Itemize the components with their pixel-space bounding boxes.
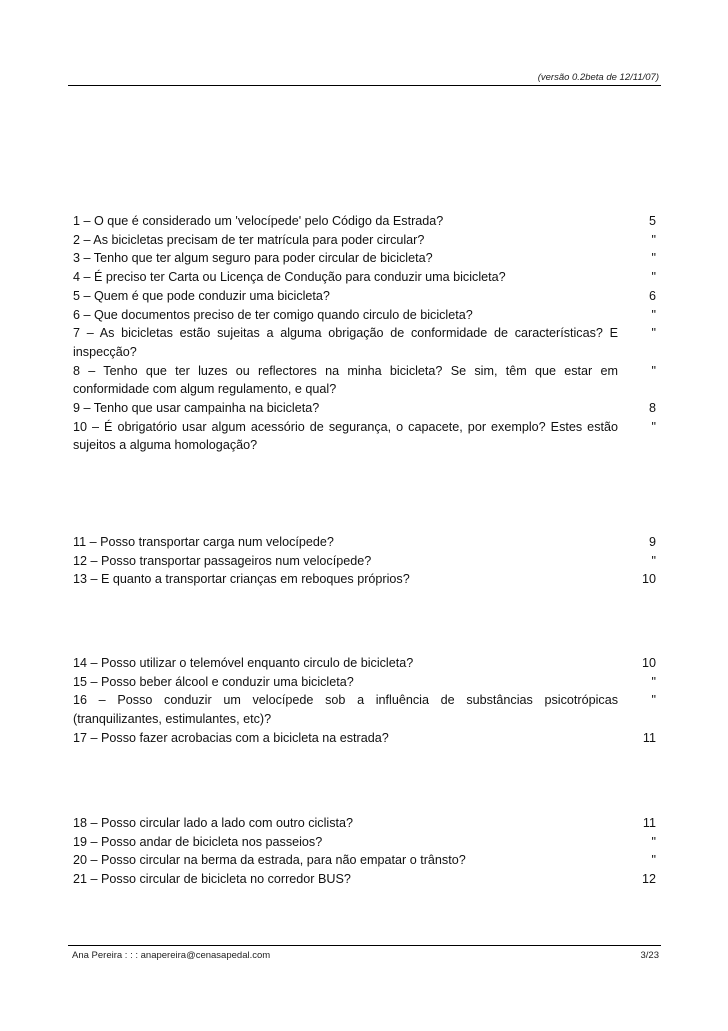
question-text: 13 – E quanto a transportar crianças em reboques próprios? (73, 572, 410, 587)
page-ref: " (651, 853, 656, 868)
page-ref: 5 (648, 214, 656, 228)
list-item (73, 570, 656, 589)
question-text: 11 – Posso transportar carga num velocípede? (73, 535, 334, 549)
question-text: 5 – Quem é que pode conduzir uma bicicleta? (73, 288, 330, 303)
question-text: 1 – O que é considerado um 'velocípede' pelo Código da Estrada? (73, 214, 444, 228)
question-text: 14 – Posso utilizar o telemóvel enquanto circulo de bicicleta? (73, 656, 414, 670)
list-item (73, 814, 656, 833)
page-header (68, 72, 661, 86)
page-ref: 10 (641, 572, 656, 587)
page-ref: " (651, 834, 656, 849)
page-ref: 9 (648, 535, 656, 549)
list-item (73, 851, 656, 870)
question-text: 8 – Tenho que ter luzes ou reflectores na minha bicicleta? Se sim, têm que estar em conformidade com algum regulamento, e qual? (73, 363, 618, 397)
page-ref: 6 (648, 288, 656, 303)
list-item (73, 870, 656, 889)
page-ref: " (651, 307, 656, 322)
list-item (73, 268, 656, 287)
version-label: (versão 0.2beta de 12/11/07) (537, 72, 659, 83)
page-ref: 8 (648, 401, 656, 416)
list-item (73, 418, 656, 455)
question-text: 7 – As bicicletas estão sujeitas a alguma obrigação de conformidade de características? E inspecção? (73, 326, 618, 359)
page-ref: 12 (641, 872, 656, 887)
question-text: 21 – Posso circular de bicicleta no corredor BUS? (73, 872, 351, 887)
question-group-2 (73, 533, 656, 589)
list-item (73, 324, 656, 361)
page-ref: " (651, 270, 656, 285)
list-item (73, 249, 656, 268)
list-item (73, 673, 656, 692)
page-ref: " (651, 419, 656, 434)
question-text: 19 – Posso andar de bicicleta nos passeios? (73, 834, 323, 849)
list-item (73, 287, 656, 306)
question-text: 17 – Posso fazer acrobacias com a bicicleta na estrada? (73, 730, 389, 745)
page-footer (68, 945, 661, 961)
page-ref: " (651, 693, 656, 708)
page-ref: 10 (641, 656, 656, 670)
question-group-1 (73, 212, 656, 455)
author-contact: Ana Pereira : : : anapereira@cenasapedal.com (72, 950, 271, 961)
question-text: 18 – Posso circular lado a lado com outro ciclista? (73, 816, 354, 830)
question-group-3 (73, 654, 656, 748)
list-item (73, 729, 656, 748)
question-text: 15 – Posso beber álcool e conduzir uma bicicleta? (73, 674, 354, 689)
page-ref: " (651, 232, 656, 247)
page-ref: " (651, 251, 656, 266)
question-text: 20 – Posso circular na berma da estrada, para não empatar o trânsto? (73, 853, 466, 868)
list-item (73, 362, 656, 399)
question-text: 16 – Posso conduzir um velocípede sob a influência de substâncias psicotrópicas (tranquilizantes, estimulantes, etc)? (73, 693, 618, 727)
question-group-4 (73, 814, 656, 889)
question-text: 12 – Posso transportar passageiros num velocípede? (73, 553, 372, 568)
list-item (73, 212, 656, 231)
question-text: 2 – As bicicletas precisam de ter matrícula para poder circular? (73, 232, 425, 247)
list-item (73, 533, 656, 552)
list-item (73, 306, 656, 325)
page-ref: " (651, 363, 656, 378)
page-ref: " (651, 553, 656, 568)
page-ref: " (651, 326, 656, 341)
question-text: 4 – É preciso ter Carta ou Licença de Condução para conduzir uma bicicleta? (73, 270, 506, 285)
page-ref: 11 (642, 816, 656, 830)
question-text: 6 – Que documentos preciso de ter comigo quando circulo de bicicleta? (73, 307, 473, 322)
question-text: 9 – Tenho que usar campainha na bicicleta? (73, 401, 320, 416)
list-item (73, 833, 656, 852)
list-item (73, 399, 656, 418)
list-item (73, 654, 656, 673)
page-ref: " (651, 674, 656, 689)
list-item (73, 231, 656, 250)
page-number: 3/23 (640, 950, 659, 961)
question-text: 10 – É obrigatório usar algum acessório de segurança, o capacete, por exemplo? Estes estão sujeitos a alguma homologação? (73, 419, 618, 453)
list-item (73, 691, 656, 728)
page-ref: 11 (642, 730, 656, 745)
list-item (73, 552, 656, 571)
question-text: 3 – Tenho que ter algum seguro para poder circular de bicicleta? (73, 251, 433, 266)
